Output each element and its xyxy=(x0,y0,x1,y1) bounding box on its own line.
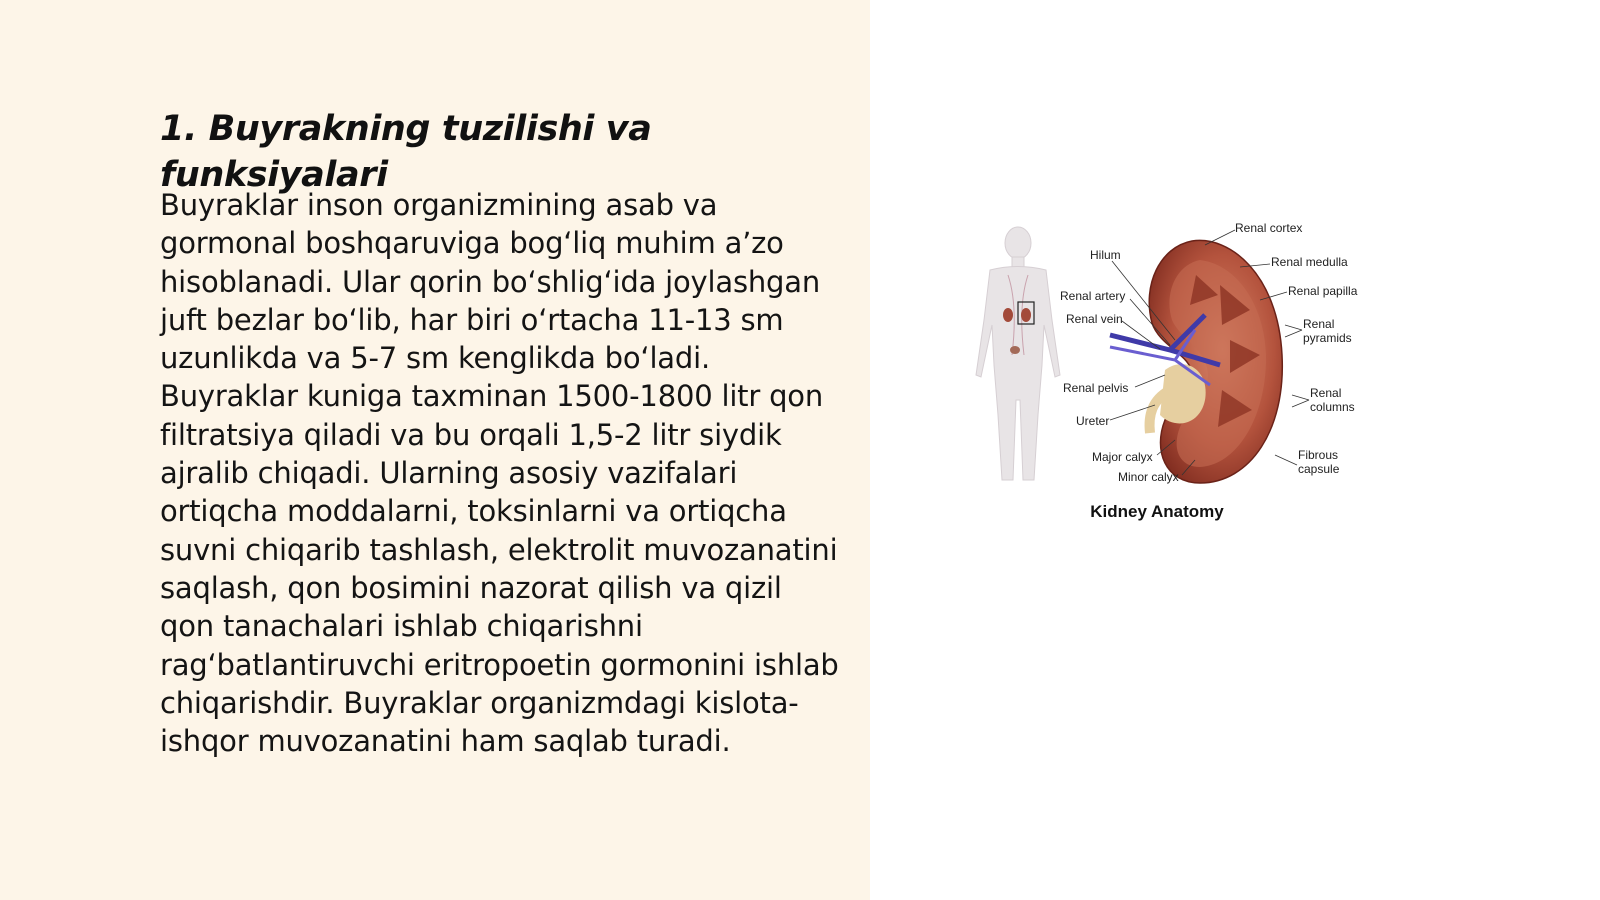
kidney-anatomy-illustration xyxy=(960,215,1410,535)
label-renal-medulla: Renal medulla xyxy=(1271,255,1348,269)
kidney-anatomy-figure xyxy=(960,215,1410,535)
label-renal-pelvis: Renal pelvis xyxy=(1063,381,1129,395)
human-body-silhouette xyxy=(976,227,1060,480)
label-hilum: Hilum xyxy=(1090,248,1121,262)
label-fibrous-capsule-line2: capsule xyxy=(1298,462,1340,476)
label-renal-columns-line1: Renal xyxy=(1310,386,1342,400)
figure-caption: Kidney Anatomy xyxy=(1090,502,1224,521)
kidney-cross-section xyxy=(1110,240,1282,483)
label-fibrous-capsule-line1: Fibrous xyxy=(1298,448,1339,462)
label-renal-vein: Renal vein xyxy=(1066,312,1123,326)
label-major-calyx: Major calyx xyxy=(1092,450,1153,464)
slide-body-text: Buyraklar inson organizmining asab va gormonal boshqaruviga bog‘liq muhim a’zo hisoblanadi. Ular qorin bo‘shlig‘ida joylashgan juft bezlar bo‘lib, har biri o‘rtacha 11-13 sm uzunlikda va 5-7 sm kenglikda bo‘ladi. Buyraklar kuniga taxminan 1500-1800 litr qon filtratsiya qiladi va bu orqali 1,5-2 litr siydik ajralib chiqadi. Ularning asosiy vazifalari ortiqcha moddalarni, toksinlarni va ortiqcha suvni chiqarib tashlash, elektrolit muvozanatini saqlash, qon bosimini nazorat qilish va qizil qon tanachalari ishlab chiqarishni rag‘batlantiruvchi eritropoetin gormonini ishlab chiqarishdir. Buyraklar organizmdagi kislota-ishqor muvozanatini ham saqlab turadi. xyxy=(160,188,839,759)
label-renal-artery: Renal artery xyxy=(1060,289,1126,303)
label-renal-papilla: Renal papilla xyxy=(1288,284,1358,298)
label-renal-pyramids-line2: pyramids xyxy=(1303,331,1352,345)
label-renal-pyramids-line1: Renal xyxy=(1303,317,1335,331)
label-minor-calyx: Minor calyx xyxy=(1118,470,1179,484)
label-renal-cortex: Renal cortex xyxy=(1235,221,1303,235)
label-ureter: Ureter xyxy=(1076,414,1110,428)
slide-title: 1. Buyrakning tuzilishi va funksiyalari xyxy=(160,109,652,195)
label-renal-columns-line2: columns xyxy=(1310,400,1355,414)
